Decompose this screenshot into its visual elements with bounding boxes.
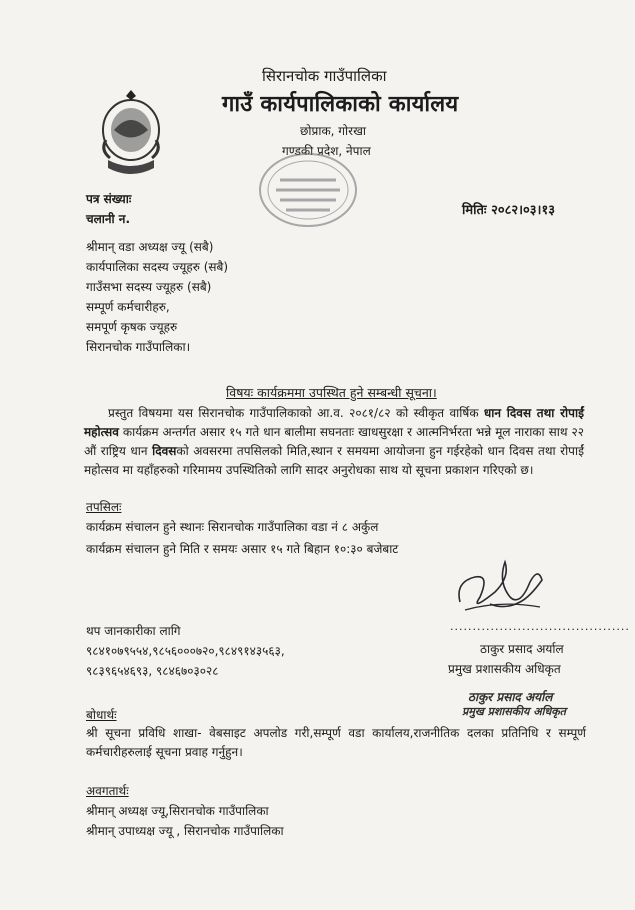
recipient-line: श्रीमान् वडा अध्यक्ष ज्यू (सबै) bbox=[86, 240, 214, 254]
body-emphasis: धान दिवस तथा रोपाईं महोत्सव bbox=[84, 406, 584, 439]
body-text: कार्यक्रम अन्तर्गत असार १५ गते धान बालीमा सघनताः खाधसुरक्षा र आत्मनिर्भरता भन्ने मूल नाराका साथ २२ औं राष्ट्रिय धान bbox=[84, 425, 584, 458]
tapasil-heading: तपसिलः bbox=[86, 500, 122, 514]
cc-line: श्रीमान् अध्यक्ष ज्यू,सिरानचोक गाउँपालिका bbox=[86, 804, 269, 818]
recipient-line: सम्पूर्ण कर्मचारीहरु, bbox=[86, 300, 170, 314]
signatory-name: ठाकुर प्रसाद अर्याल bbox=[480, 642, 564, 656]
body-text: को अवसरमा तपसिलको मिति,स्थान र समयमा आयोजना हुन गईरहेको धान दिवस तथा रोपाईं महोत्सव मा यहाँहरुको गरिमामय उपस्थितिको लागि सादर अनुरोधका साथ यो सूचना प्रकाशन गरिएको छ। bbox=[84, 444, 584, 477]
signature-icon bbox=[450, 552, 550, 622]
recipient-line: कार्यपालिका सदस्य ज्यूहरु (सबै) bbox=[86, 260, 229, 274]
office-stamp-icon bbox=[258, 150, 358, 230]
bodharth-text: श्री सूचना प्रविधि शाखा- वेबसाइट अपलोड गरी,सम्पूर्ण वडा कार्यालय,राजनीतिक दलका प्रतिनिधि र सम्पूर्ण कर्मचारीहरुलाई सूचना प्रवाह गर्नुहुन। bbox=[86, 726, 586, 759]
address-line-2: गण्डकी प्रदेश, नेपाल bbox=[282, 144, 371, 158]
chalani-label: चलानी न. bbox=[86, 212, 131, 226]
program-venue: कार्यक्रम संचालन हुने स्थानः सिरानचोक गाउँपालिका वडा नं ८ अर्कुल bbox=[86, 520, 379, 534]
cc-line: श्रीमान् उपाध्यक्ष ज्यू , सिरानचोक गाउँपालिका bbox=[86, 824, 284, 838]
title-stamp: प्रमुख प्रशासकीय अधिकृत bbox=[462, 705, 566, 718]
signature-line: ........................................ bbox=[450, 620, 630, 633]
org-name: सिरानचोक गाउँपालिका bbox=[262, 67, 387, 85]
body-paragraph bbox=[84, 404, 584, 480]
contact-phones: ९८४१०७९५५४,९८५६०००७२०,९८४९१४३५६३, bbox=[86, 644, 285, 658]
name-stamp: ठाकुर प्रसाद अर्याल bbox=[468, 690, 553, 704]
recipient-line: गाउँसभा सदस्य ज्यूहरु (सबै) bbox=[86, 280, 212, 294]
office-title: गाउँ कार्यपालिकाको कार्यालय bbox=[222, 92, 459, 117]
nepal-emblem-icon bbox=[96, 90, 166, 182]
contact-label: थप जानकारीका लागि bbox=[86, 624, 181, 638]
body-emphasis: दिवस bbox=[152, 444, 177, 458]
recipient-line: सिरानचोक गाउँपालिका। bbox=[86, 340, 191, 354]
address-line-1: छोप्राक, गोरखा bbox=[300, 124, 366, 138]
subject-line: विषयः कार्यक्रममा उपस्थित हुने सम्बन्धी सूचना। bbox=[226, 385, 437, 400]
letter-date: मितिः २०८२।०३।१३ bbox=[462, 203, 556, 218]
body-text: प्रस्तुत विषयमा यस सिरानचोक गाउँपालिकाको आ.व. २०८१/८२ को स्वीकृत वार्षिक bbox=[108, 406, 484, 420]
bodharth-heading: बोधार्थः bbox=[86, 708, 117, 722]
contact-phones: ९८३९६५४६९३, ९८४६७०३०२८ bbox=[86, 664, 219, 678]
recipient-line: समपूर्ण कृषक ज्यूहरु bbox=[86, 320, 178, 334]
signatory-title: प्रमुख प्रशासकीय अधिकृत bbox=[448, 662, 561, 676]
program-datetime: कार्यक्रम संचालन हुने मिति र समयः असार १५ गते बिहान १०:३० बजेबाट bbox=[86, 542, 399, 556]
avagatarth-heading: अवगतार्थः bbox=[86, 784, 129, 798]
patra-sankhya-label: पत्र संख्याः bbox=[86, 192, 132, 206]
